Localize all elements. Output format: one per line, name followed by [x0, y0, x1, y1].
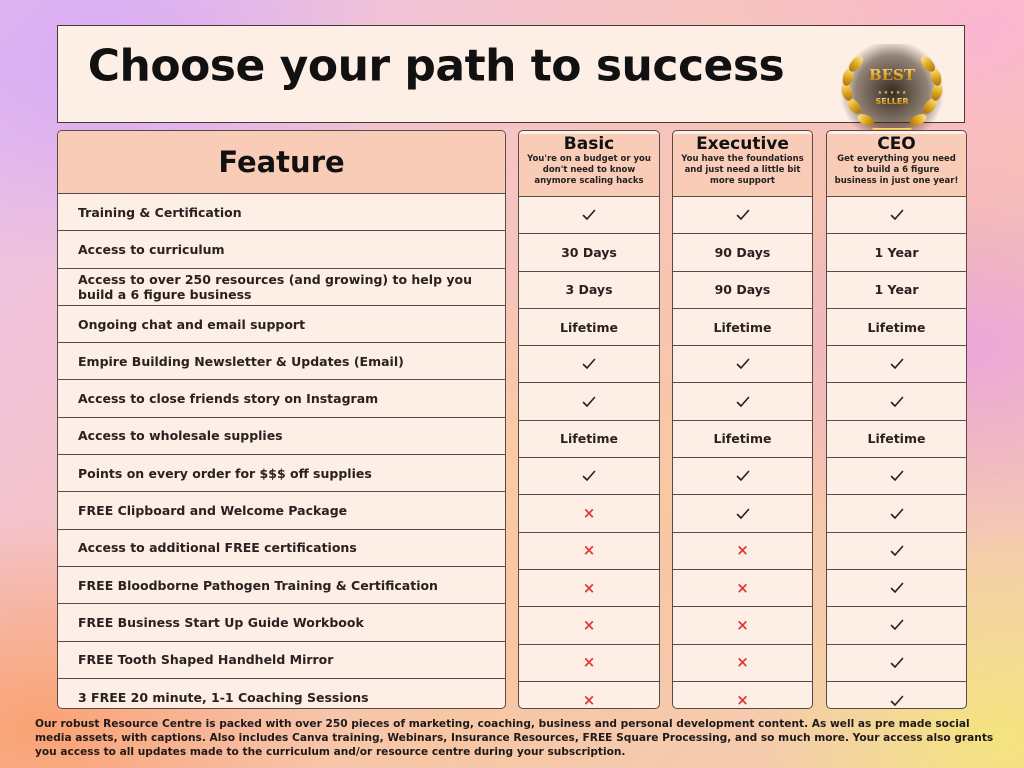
plan-cell: [827, 682, 966, 709]
feature-row: [58, 492, 505, 529]
footer-note: Our robust Resource Centre is packed with over 250 pieces of marketing, coaching, business and personal development content. As well as pre made social media assets, with captions. Also includes Canva training, Webinars, Insurance Resources, FREE Square Processing, and so much more. Your access also grants you access to all updates made to the curriculum and/or resource centre during your subscription.: [35, 718, 994, 758]
feature-row: [58, 306, 505, 343]
feature-row: [58, 642, 505, 679]
plan-header-ceo: [827, 134, 966, 197]
plan-cell-value: 30 Days: [561, 244, 617, 260]
plan-cell-value: 90 Days: [714, 282, 771, 298]
feature-label: Access to close friends story on Instagram: [78, 391, 379, 407]
plan-header-executive: [673, 134, 812, 197]
feature-row: [58, 418, 505, 455]
feature-label: FREE Business Start Up Guide Workbook: [78, 614, 364, 630]
plan-cell-value: Lifetime: [713, 431, 772, 447]
feature-label: FREE Tooth Shaped Handheld Mirror: [78, 652, 334, 668]
check-icon: [890, 545, 904, 557]
svg-text:BEST: BEST: [868, 66, 916, 84]
svg-text:SELLER: SELLER: [875, 97, 909, 106]
plan-cell: [827, 533, 966, 570]
feature-label: 3 FREE 20 minute, 1-1 Coaching Sessions: [78, 690, 369, 705]
plan-cell-value: 1 Year: [874, 244, 919, 260]
cross-icon: ×: [582, 504, 596, 523]
feature-label: Access to wholesale supplies: [78, 428, 283, 444]
cross-icon: ×: [736, 691, 749, 709]
svg-text:★ ★ ★ ★ ★: ★ ★ ★ ★ ★: [877, 90, 907, 96]
check-icon: [890, 508, 904, 520]
page-title: Choose your path to success: [87, 40, 785, 92]
plan-cell: [827, 346, 966, 383]
feature-label: Training & Certification: [78, 204, 242, 220]
plan-name: CEO: [877, 134, 916, 154]
plan-cell: [673, 421, 812, 458]
cross-icon: ×: [582, 578, 596, 597]
feature-label: Access to over 250 resources (and growing) to help you build a 6 figure business: [78, 271, 473, 302]
cross-icon: ×: [582, 691, 596, 709]
feature-row: [58, 455, 505, 492]
check-icon: [890, 470, 904, 482]
plan-cell: [673, 458, 812, 495]
plan-column-executive: [672, 130, 813, 709]
feature-label: Empire Building Newsletter & Updates (Email): [78, 353, 404, 369]
feature-label: FREE Bloodborne Pathogen Training & Certification: [78, 577, 438, 593]
plan-cell: [519, 197, 659, 234]
plan-column-ceo: [826, 130, 967, 709]
check-icon: [736, 470, 750, 482]
plan-cell: [827, 421, 966, 458]
check-icon: [582, 358, 596, 370]
plan-cell: [827, 607, 966, 644]
cross-icon: ×: [582, 653, 596, 672]
feature-row: [58, 679, 505, 709]
plan-name: Executive: [696, 134, 789, 154]
feature-column: [57, 130, 506, 709]
plan-cell-value: Lifetime: [560, 319, 618, 335]
plan-cell-value: 3 Days: [565, 282, 613, 298]
cross-icon: ×: [736, 541, 749, 560]
plan-cell: [827, 309, 966, 346]
cross-icon: ×: [582, 541, 596, 560]
plan-cell: [519, 421, 659, 458]
check-icon: [736, 209, 750, 221]
feature-row: [58, 530, 505, 567]
plan-cell-value: Lifetime: [560, 431, 618, 447]
plan-cell: [827, 234, 966, 271]
plan-cell: [519, 272, 659, 309]
plan-name: Basic: [563, 134, 615, 154]
plan-cell: [519, 234, 659, 271]
plan-column-basic: [518, 130, 660, 709]
check-icon: [736, 358, 750, 370]
plan-cell: [673, 645, 812, 682]
plan-cell: [673, 570, 812, 607]
feature-row: [58, 231, 505, 268]
plan-description: You're on a budget or you don't need to know anymore scaling hacks: [527, 154, 651, 186]
plan-cell: [519, 346, 659, 383]
plan-cell: [827, 383, 966, 420]
cross-icon: ×: [736, 578, 749, 597]
plan-cell: [673, 495, 812, 532]
plan-description: You have the foundations and just need a little bit more support: [681, 154, 804, 186]
check-icon: [890, 582, 904, 594]
feature-row: [58, 604, 505, 641]
plan-cell: [673, 682, 812, 709]
check-icon: [582, 209, 596, 221]
plan-cell-value: Lifetime: [713, 319, 772, 335]
plan-cell: [827, 645, 966, 682]
feature-header-label: Feature: [218, 145, 345, 179]
feature-label: Ongoing chat and email support: [78, 316, 306, 332]
feature-row: [58, 343, 505, 380]
check-icon: [890, 358, 904, 370]
plan-cell: [673, 272, 812, 309]
plan-header-basic: [519, 134, 659, 197]
plan-cell: [673, 234, 812, 271]
feature-row: [58, 269, 505, 306]
plan-cell: [519, 383, 659, 420]
check-icon: [890, 396, 904, 408]
plan-cell: [519, 458, 659, 495]
feature-label: Access to curriculum: [78, 241, 225, 257]
feature-row: [58, 567, 505, 604]
plan-cell: [673, 197, 812, 234]
check-icon: [890, 657, 904, 669]
plan-cell-value: 90 Days: [714, 244, 771, 260]
cross-icon: ×: [736, 653, 749, 672]
plan-cell-value: 1 Year: [874, 282, 919, 298]
check-icon: [890, 209, 904, 221]
plan-description: Get everything you need to build a 6 figure business in just one year!: [834, 154, 959, 186]
plan-cell: [827, 272, 966, 309]
feature-row: [58, 380, 505, 417]
plan-cell: [673, 309, 812, 346]
plan-cell: [673, 346, 812, 383]
check-icon: [582, 470, 596, 482]
cross-icon: ×: [736, 615, 749, 634]
feature-label: FREE Clipboard and Welcome Package: [78, 503, 348, 519]
plan-cell: [673, 533, 812, 570]
check-icon: [736, 508, 750, 520]
plan-cell: [519, 570, 659, 607]
plan-cell: [827, 495, 966, 532]
plan-cell-value: Lifetime: [867, 319, 926, 335]
feature-label: Access to additional FREE certifications: [78, 540, 357, 556]
title-banner: [57, 25, 965, 123]
feature-label: Points on every order for $$$ off supplies: [78, 465, 372, 481]
plan-cell: [519, 607, 659, 644]
plan-cell-value: Lifetime: [867, 431, 926, 447]
feature-row: [58, 194, 505, 231]
plan-cell: [519, 682, 659, 709]
plan-cell: [519, 645, 659, 682]
cross-icon: ×: [582, 615, 596, 634]
check-icon: [736, 396, 750, 408]
plan-cell: [519, 495, 659, 532]
check-icon: [582, 396, 596, 408]
plan-cell: [673, 607, 812, 644]
check-icon: [890, 695, 904, 707]
feature-column-header: [58, 131, 505, 194]
plan-cell: [519, 309, 659, 346]
best-seller-badge-icon: [832, 44, 952, 144]
plan-cell: [673, 383, 812, 420]
plan-cell: [827, 570, 966, 607]
plan-cell: [827, 458, 966, 495]
check-icon: [890, 619, 904, 631]
plan-cell: [519, 533, 659, 570]
plan-cell: [827, 197, 966, 234]
